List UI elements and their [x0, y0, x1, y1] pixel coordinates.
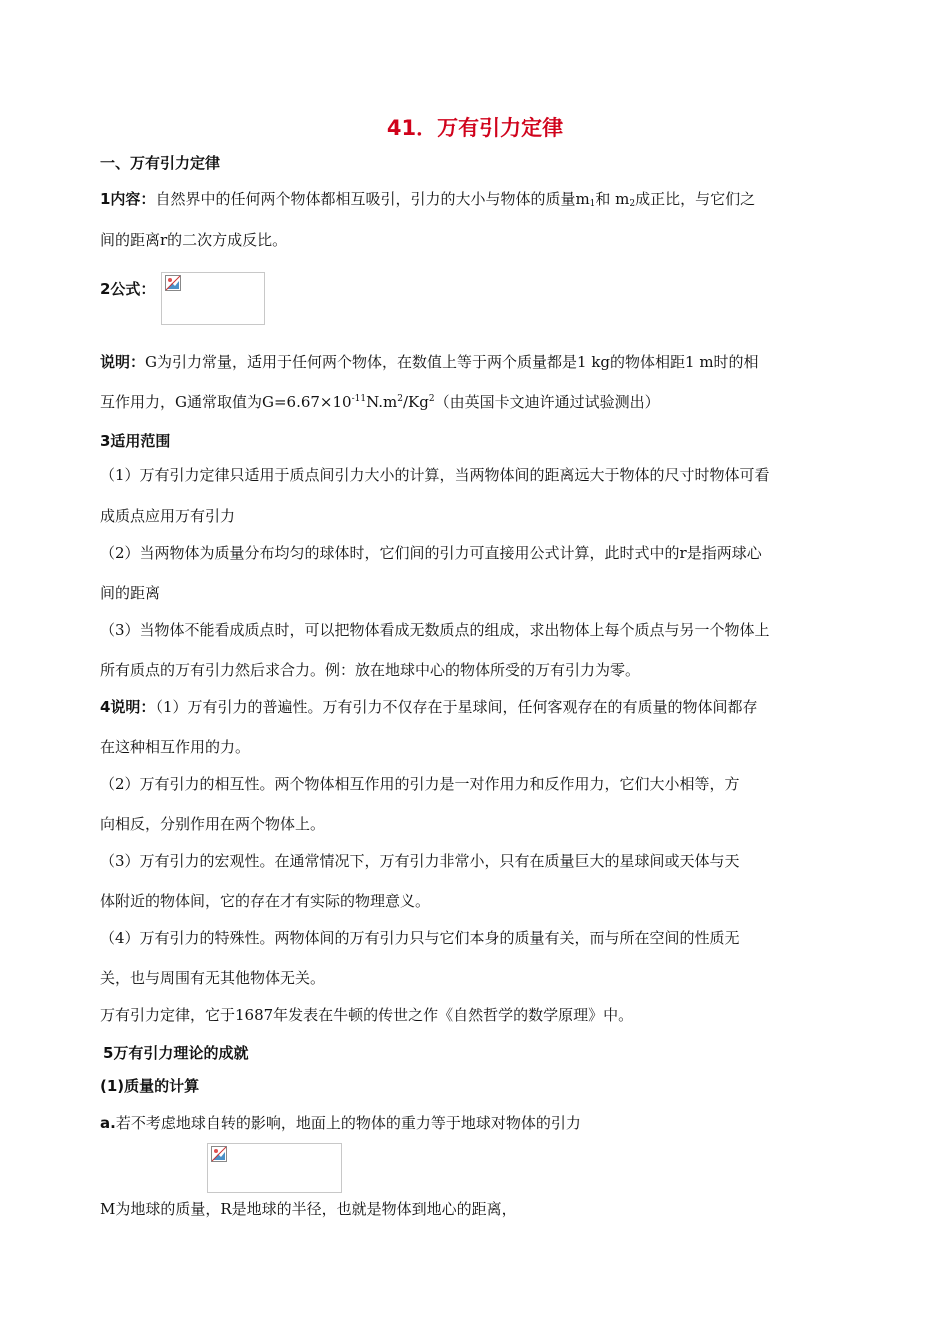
content-text-a: 自然界中的任何两个物体都相互吸引，引力的大小与物体的质量m: [155, 190, 590, 208]
scope-line-3: （2）当两物体为质量分布均匀的球体时，它们间的引力可直接用公式计算，此时式中的r是指两球心: [100, 544, 762, 562]
desc-line-1: [100, 696, 860, 717]
note-text-1: G为引力常量，适用于任何两个物体，在数值上等于两个质量都是1 kg的物体相距1 m时的相: [145, 353, 759, 371]
formula-image: [161, 272, 265, 325]
note-text-2a: 互作用力，G通常取值为G=6.67×10: [100, 393, 352, 411]
note-text-2b: N.m: [366, 393, 398, 411]
scope-line-6: 所有质点的万有引力然后求合力。例：放在地球中心的物体所受的万有引力为零。: [100, 661, 641, 679]
scope-line-5: （3）当物体不能看成质点时，可以把物体看成无数质点的组成，求出物体上每个质点与另一个物体上: [100, 621, 770, 639]
mass-heading: (1)质量的计算: [100, 1077, 200, 1095]
desc-line-4: 向相反，分别作用在两个物体上。: [100, 815, 326, 833]
sup-m: 2: [397, 394, 403, 404]
gravity-formula-image: [207, 1143, 342, 1193]
desc-line-2: 在这种相互作用的力。: [100, 738, 251, 756]
note-line-2: [100, 391, 860, 412]
desc-line-9: 万有引力定律，它于1687年发表在牛顿的传世之作《自然哲学的数学原理》中。: [100, 1006, 634, 1024]
content-line-2: 间的距离r的二次方成反比。: [100, 231, 288, 249]
section-5-heading: 5万有引力理论的成就: [103, 1044, 249, 1062]
note-text-2c: /Kg: [403, 393, 429, 411]
exp-g: -11: [351, 394, 367, 404]
desc-line-8: 关，也与周围有无其他物体无关。: [100, 969, 326, 987]
content-text-c: 成正比，与它们之: [635, 190, 756, 208]
note-label: 说明：: [100, 353, 146, 371]
scope-line-1: （1）万有引力定律只适用于质点间引力大小的计算，当两物体间的距离远大于物体的尺寸时物体可看: [100, 466, 770, 484]
mass-a-text: 若不考虑地球自转的影响，地面上的物体的重力等于地球对物体的引力: [115, 1114, 581, 1132]
content-text-b: 和 m: [595, 190, 630, 208]
page-title: 41．万有引力定律: [386, 116, 564, 140]
broken-image-icon: [211, 1146, 227, 1162]
scope-line-4: 间的距离: [100, 584, 161, 602]
mass-note: M为地球的质量，R是地球的半径，也就是物体到地心的距离，: [100, 1200, 517, 1218]
mass-a-label: a.: [100, 1114, 116, 1132]
formula-label: 2公式：: [100, 280, 156, 298]
scope-heading: 3适用范围: [100, 432, 171, 450]
section-1-heading: 一、万有引力定律: [100, 154, 221, 172]
desc-label: 4说明：: [100, 698, 156, 716]
note-line-1: [100, 351, 860, 372]
content-label: 1内容：: [100, 190, 156, 208]
broken-image-icon: [165, 275, 181, 291]
note-text-2d: （由英国卡文迪许通过试验测出）: [434, 393, 660, 411]
desc-line-7: （4）万有引力的特殊性。两物体间的万有引力只与它们本身的质量有关，而与所在空间的性质无: [100, 929, 740, 947]
mass-line-a: [100, 1112, 860, 1133]
sub-m1: 1: [589, 199, 596, 209]
desc-line-5: （3）万有引力的宏观性。在通常情况下，万有引力非常小，只有在质量巨大的星球间或天体与天: [100, 852, 740, 870]
scope-line-2: 成质点应用万有引力: [100, 507, 236, 525]
desc-line-6: 体附近的物体间，它的存在才有实际的物理意义。: [100, 892, 431, 910]
content-line-1: [100, 188, 860, 209]
sub-m2: 2: [629, 199, 636, 209]
sup-kg: 2: [428, 394, 435, 404]
desc-line-3: （2）万有引力的相互性。两个物体相互作用的引力是一对作用力和反作用力，它们大小相等，方: [100, 775, 740, 793]
desc-text-1: （1）万有引力的普遍性。万有引力不仅存在于星球间，任何客观存在的有质量的物体间都存: [155, 698, 758, 716]
